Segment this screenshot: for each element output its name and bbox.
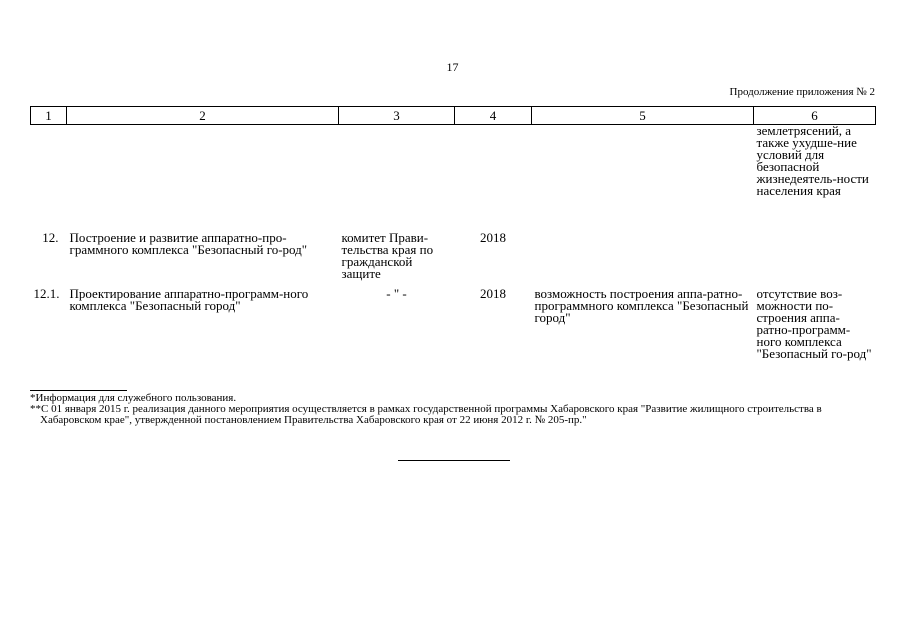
year	[455, 125, 532, 232]
footnote-1: *Информация для служебного пользования.	[30, 392, 237, 404]
header-row	[31, 107, 876, 125]
footnote-separator	[30, 390, 127, 391]
year: 2018	[480, 229, 506, 245]
measure-name: Проектирование аппаратно-программ-ного комплекса "Безопасный город"	[69, 285, 309, 313]
table-row	[31, 232, 876, 288]
column-header-1: 1	[31, 107, 67, 125]
result	[532, 125, 754, 232]
consequence: отсутствие воз-можности по-строения аппа-ратно-программ-ного комплекса "Безопасный го-род"	[756, 285, 872, 361]
column-header-3: 3	[339, 107, 455, 125]
executor: комитет Прави-тельства края по гражданской защите	[341, 229, 434, 281]
result: возможность построения аппа-ратно-программного комплекса "Безопасный город"	[534, 285, 749, 325]
row-number: 12.	[42, 229, 59, 245]
column-header-6: 6	[754, 107, 876, 125]
measures-table	[30, 106, 876, 360]
consequence: землетрясений, а также ухудше-ние условий для безопасной жизнедеятель-ности населения края	[756, 123, 869, 198]
row-number: 12.1.	[33, 285, 60, 301]
year: 2018	[480, 285, 506, 301]
executor: - " -	[386, 285, 407, 301]
appendix-continuation-label: Продолжение приложения № 2	[729, 86, 875, 98]
column-header-2: 2	[67, 107, 339, 125]
consequence	[754, 232, 876, 288]
table-row	[31, 125, 876, 232]
table-row	[31, 288, 876, 360]
page-number: 17	[446, 60, 459, 74]
executor	[339, 125, 455, 232]
result	[532, 232, 754, 288]
end-of-document-rule	[398, 460, 510, 461]
row-number	[31, 125, 67, 232]
column-header-5: 5	[532, 107, 754, 125]
measure-name	[67, 125, 339, 232]
footnotes	[30, 390, 880, 426]
column-header-4: 4	[455, 107, 532, 125]
measure-name: Построение и развитие аппаратно-про-граммного комплекса "Безопасный го-род"	[69, 229, 308, 257]
footnote-2: **С 01 января 2015 г. реализация данного мероприятия осуществляется в рамках государственной программы Хабаровского края "Развитие жилищного строительства в Хабаровском крае", утвержденной постановлением Правительства Хабаровского края от 22 июня 2012 г. № 205-пр."	[30, 403, 822, 426]
